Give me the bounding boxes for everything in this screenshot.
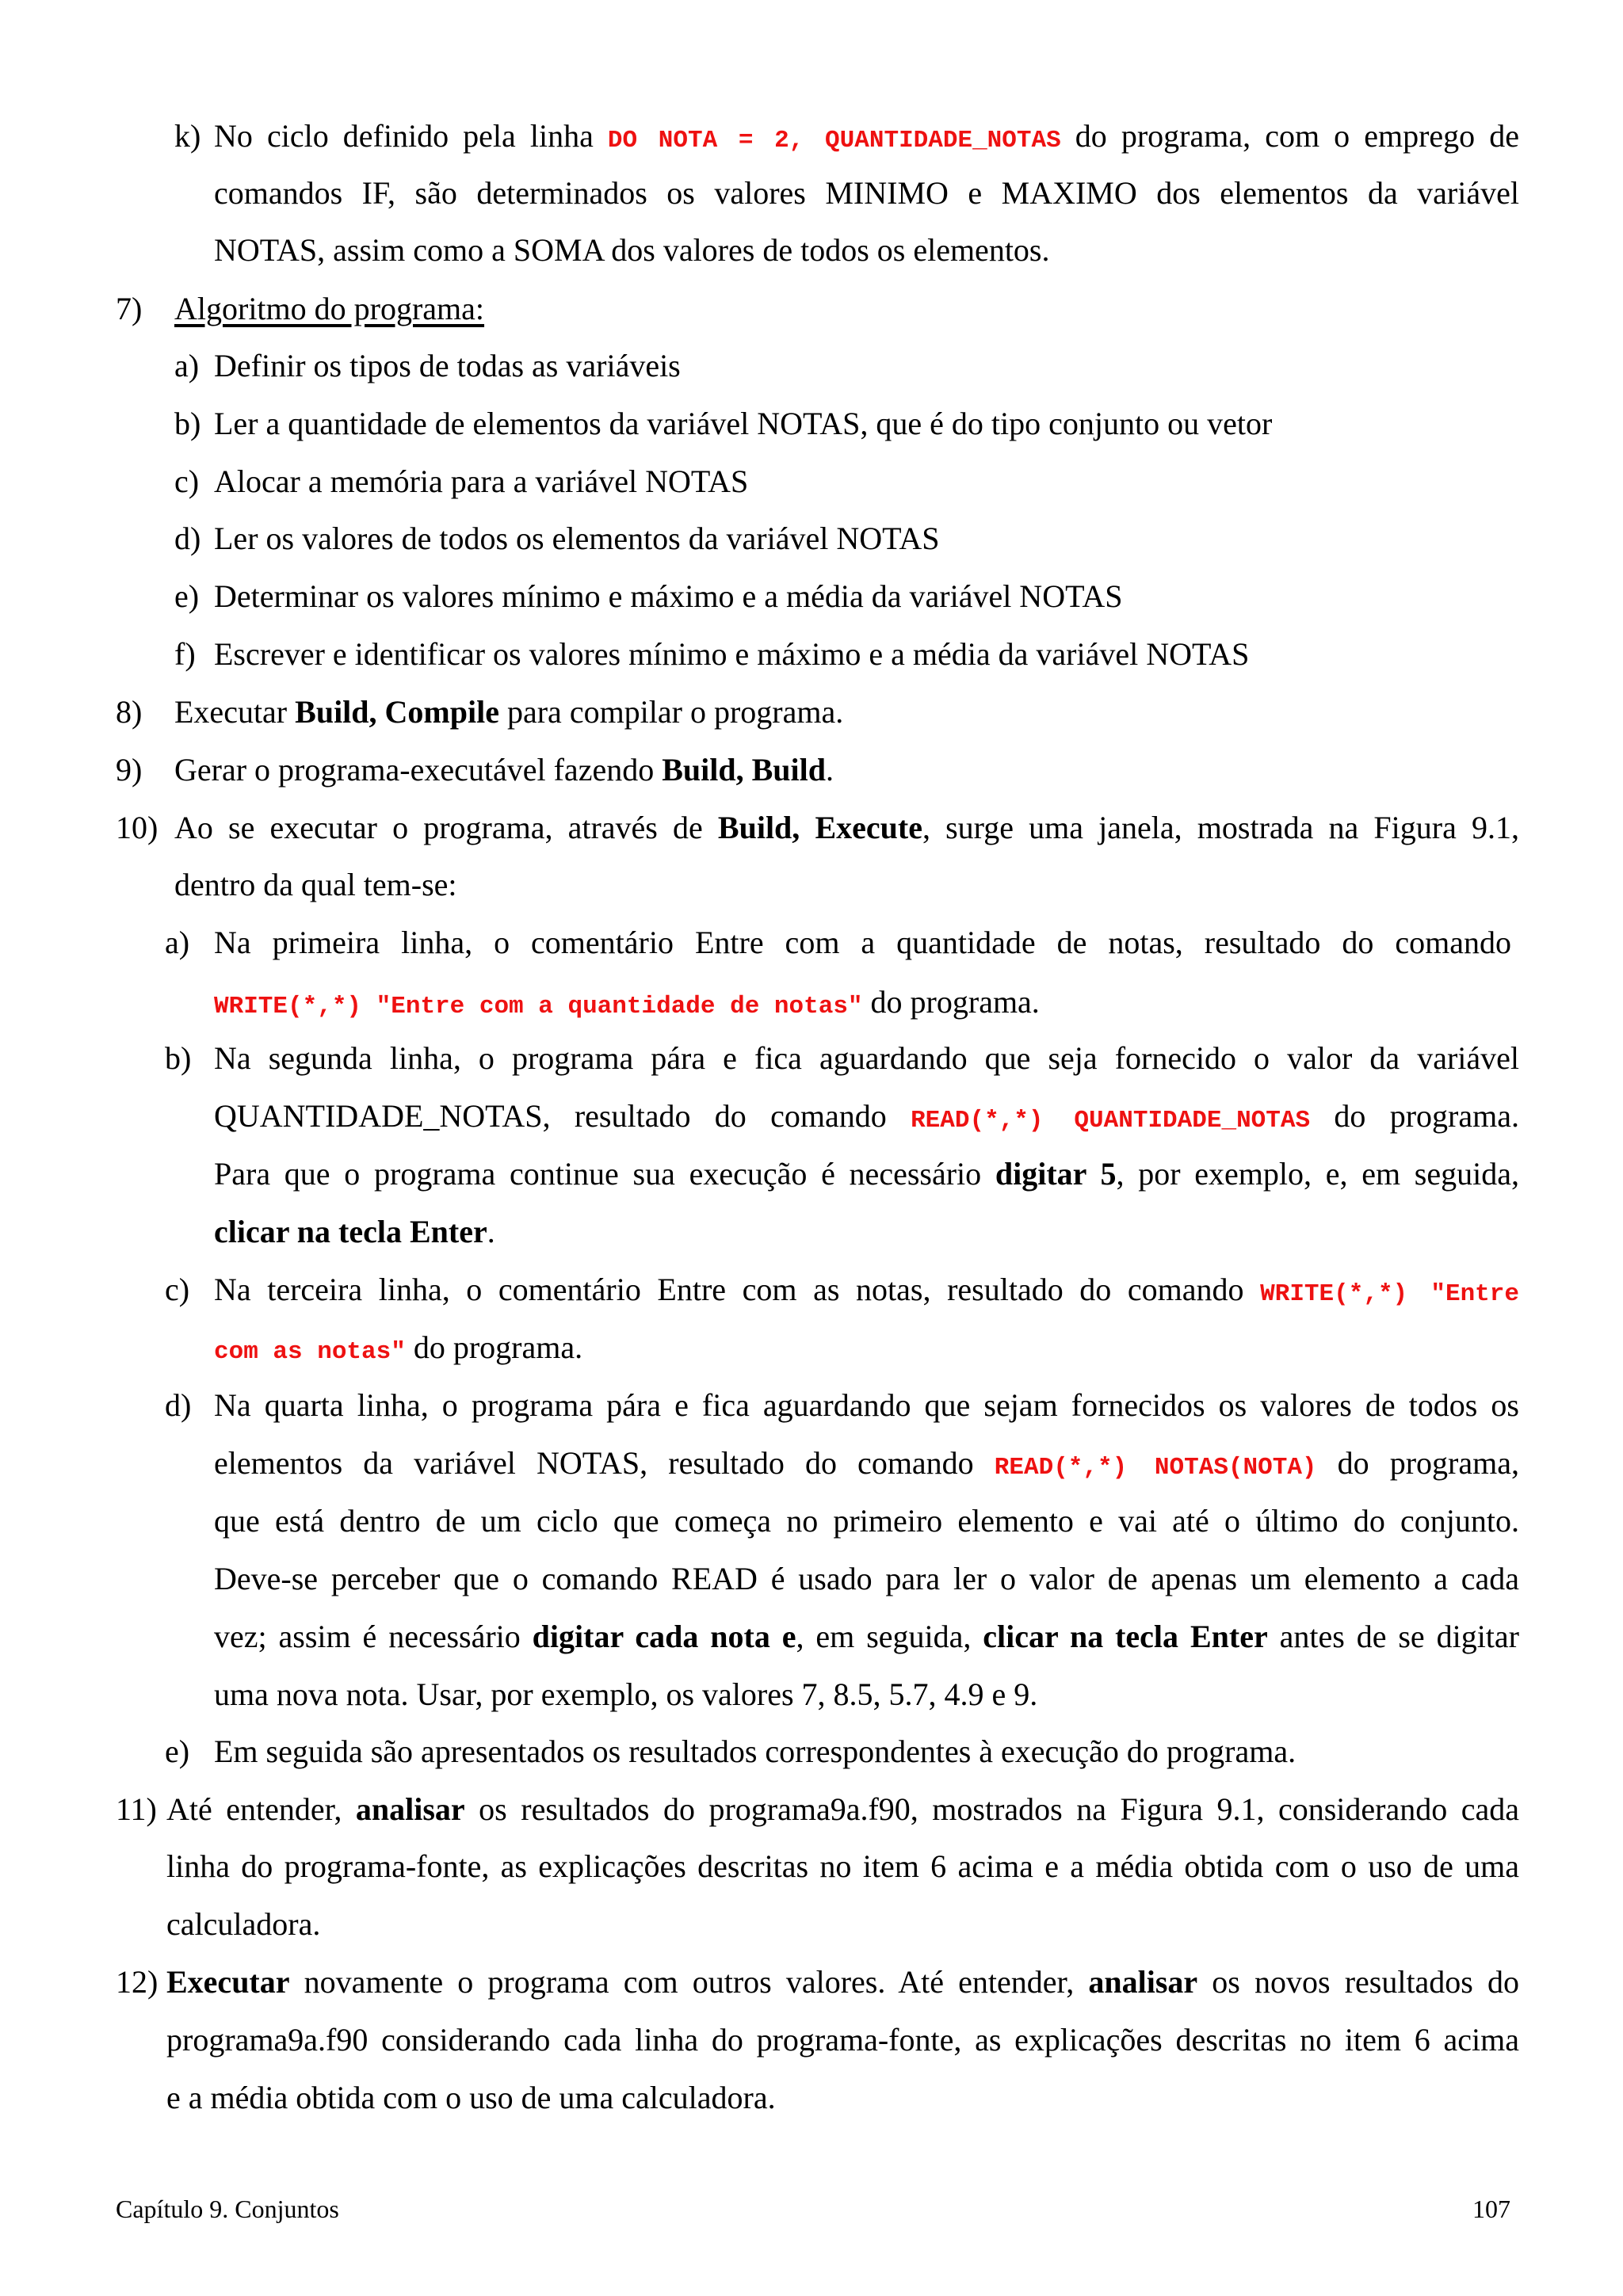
code-snippet: WRITE(*,*) "Entre com a quantidade de notas"	[214, 993, 863, 1020]
list-marker: 12)	[116, 1964, 158, 2000]
code-snippet: WRITE(*,*) "Entre	[1260, 1280, 1519, 1308]
code-snippet: READ(*,*) NOTAS(NOTA)	[994, 1454, 1317, 1482]
list-marker: 9)	[116, 752, 143, 788]
list-marker: 10)	[116, 810, 158, 845]
list-marker: k)	[174, 118, 201, 154]
list-marker: 8)	[116, 694, 143, 730]
section-title: Algoritmo do programa:	[174, 291, 485, 326]
footer-chapter: Capítulo 9. Conjuntos	[116, 2195, 339, 2223]
list-marker: 7)	[116, 291, 143, 326]
list-marker: 11)	[116, 1791, 157, 1827]
code-snippet: READ(*,*) QUANTIDADE_NOTAS	[911, 1107, 1311, 1135]
document-page: k) No ciclo definido pela linha DO NOTA = 2, QUANTIDADE_NOTAS do programa, com o emprego de comandos IF, são determinados os valores MINIMO e MAXIMO dos elementos da variável NOTAS, assim como a SOMA dos valores de todos os elementos. 7) Algoritmo do programa: a) Definir os tipos de todas as variáveis b) Ler a quantidade de elementos da variável NOTAS, que é do tipo conjunto ou vetor c) Alocar a memória para a variável NOTAS d) Ler os valores de todos os elementos da variável NOTAS e) Determinar os valores mínimo e máximo e a média da variável NOTAS f) Escrever e identificar os valores mínimo e máximo e a média da variável NOTAS 8) Executar Build, Compile para compilar o programa. 9) Gerar o programa-executável fazendo Build, Build. 10) Ao se executar o programa, através de Build, Execute, surge uma janela, mostrada na Figura 9.1, dentro da qual tem-se: a) Na primeira linha, o comentário Entre com a quantidade de notas, resultado do comando WRITE(*,*) "Entre com a quantidade de notas" do programa. b) Na segunda linha, o programa pára e fica aguardando que seja fornecido o valor da variável QUANTIDADE_NOTAS, resultado do comando READ(*,*) QUANTIDADE_NOTAS do programa. Para que o programa continue sua execução é necessário digitar 5, por exemplo, e, em seguida, clicar na tecla Enter. c) Na terceira linha, o comentário Entre com as notas, resultado do comando WRITE(*,*) "Entre com as notas" do programa. d) Na quarta linha, o programa pára e fica aguardando que sejam fornecidos os valores de todos os elementos da variável NOTAS, resultado do comando READ(*,*) NOTAS(NOTA) do programa, que está dentro de um ciclo que começa no primeiro elemento e vai até o último do conjunto. Deve-se perceber que o comando READ é usado para ler o valor de apenas um elemento a cada vez; assim é necessário digitar cada nota e, em seguida, clicar na tecla Enter antes de se digitar uma nova nota. Usar, por exemplo, os valores 7, 8.5, 5.7, 4.9 e 9. e) Em seguida são apresentados os resultados correspondentes à execução do programa. 11) Até entender, analisar os resultados do programa9a.f90, mostrados na Figura 9.1, considerando cada linha do programa-fonte, as explicações descritas no item 6 acima e a média obtida com o uso de uma calculadora. 12) Executar novamente o programa com outros valores. Até entender, analisar os novos resultados do programa9a.f90 considerando cada linha do programa-fonte, as explicações descritas no item 6 acima e a média obtida com o uso de uma calculadora. Capítulo 9. Conjuntos 107	[0, 0, 1623, 2296]
page-number: 107	[1472, 2195, 1510, 2223]
code-snippet: com as notas"	[214, 1338, 406, 1366]
code-snippet: DO NOTA = 2, QUANTIDADE_NOTAS	[607, 127, 1061, 154]
